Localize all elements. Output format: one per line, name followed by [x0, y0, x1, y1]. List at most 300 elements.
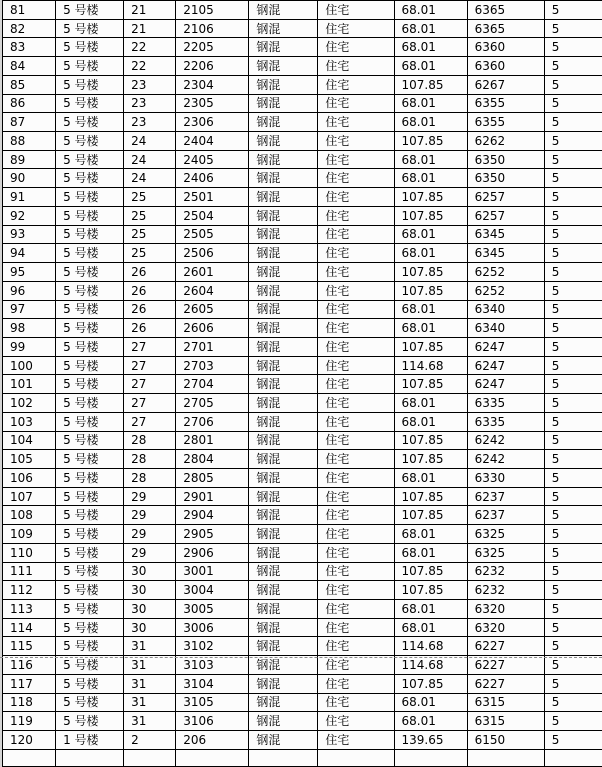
- cell-last[interactable]: 5: [544, 281, 602, 300]
- cell-area[interactable]: 68.01: [394, 113, 467, 132]
- cell-usage[interactable]: 住宅: [318, 637, 394, 656]
- cell-row-number[interactable]: 116: [3, 656, 56, 675]
- cell-building[interactable]: 5 号楼: [56, 263, 124, 282]
- cell-room-number[interactable]: 2304: [176, 75, 249, 94]
- cell-building[interactable]: 5 号楼: [56, 150, 124, 169]
- cell-row-number[interactable]: 101: [3, 375, 56, 394]
- cell-last[interactable]: 5: [544, 225, 602, 244]
- cell-row-number[interactable]: 100: [3, 356, 56, 375]
- cell-structure[interactable]: 钢混: [249, 618, 318, 637]
- cell-row-number[interactable]: 86: [3, 94, 56, 113]
- cell-price[interactable]: 6150: [467, 731, 544, 750]
- cell-last[interactable]: 5: [544, 674, 602, 693]
- cell-building[interactable]: 5 号楼: [56, 562, 124, 581]
- cell-row-number[interactable]: 120: [3, 731, 56, 750]
- cell-area[interactable]: 107.85: [394, 281, 467, 300]
- cell-usage[interactable]: 住宅: [318, 562, 394, 581]
- cell-floor[interactable]: 30: [124, 600, 176, 619]
- cell-building[interactable]: 5 号楼: [56, 487, 124, 506]
- cell-building[interactable]: 5 号楼: [56, 468, 124, 487]
- cell-area[interactable]: 68.01: [394, 94, 467, 113]
- cell-row-number[interactable]: 82: [3, 19, 56, 38]
- cell-room-number[interactable]: 2804: [176, 450, 249, 469]
- cell-area[interactable]: 107.85: [394, 506, 467, 525]
- cell-area[interactable]: 68.01: [394, 225, 467, 244]
- cell-area[interactable]: 107.85: [394, 562, 467, 581]
- cell-building[interactable]: 5 号楼: [56, 1, 124, 20]
- cell-price[interactable]: 6252: [467, 281, 544, 300]
- cell-area[interactable]: 107.85: [394, 431, 467, 450]
- cell-structure[interactable]: 钢混: [249, 412, 318, 431]
- cell-last[interactable]: 5: [544, 113, 602, 132]
- cell-usage[interactable]: 住宅: [318, 525, 394, 544]
- cell-structure[interactable]: 钢混: [249, 132, 318, 151]
- cell-last[interactable]: 5: [544, 132, 602, 151]
- cell-row-number[interactable]: [3, 749, 56, 766]
- cell-area[interactable]: 68.01: [394, 525, 467, 544]
- cell-area[interactable]: 68.01: [394, 712, 467, 731]
- cell-structure[interactable]: 钢混: [249, 581, 318, 600]
- cell-floor[interactable]: 28: [124, 431, 176, 450]
- cell-usage[interactable]: 住宅: [318, 506, 394, 525]
- cell-building[interactable]: 5 号楼: [56, 132, 124, 151]
- cell-floor[interactable]: 27: [124, 337, 176, 356]
- cell-usage[interactable]: 住宅: [318, 1, 394, 20]
- cell-row-number[interactable]: 91: [3, 188, 56, 207]
- cell-room-number[interactable]: 2703: [176, 356, 249, 375]
- cell-room-number[interactable]: 2706: [176, 412, 249, 431]
- cell-room-number[interactable]: 2605: [176, 300, 249, 319]
- cell-structure[interactable]: 钢混: [249, 281, 318, 300]
- cell-usage[interactable]: 住宅: [318, 450, 394, 469]
- cell-area[interactable]: 68.01: [394, 412, 467, 431]
- cell-area[interactable]: 68.01: [394, 300, 467, 319]
- cell-row-number[interactable]: 98: [3, 319, 56, 338]
- cell-area[interactable]: 107.85: [394, 206, 467, 225]
- cell-last[interactable]: 5: [544, 487, 602, 506]
- cell-building[interactable]: 5 号楼: [56, 319, 124, 338]
- cell-price[interactable]: 6365: [467, 19, 544, 38]
- cell-area[interactable]: 139.65: [394, 731, 467, 750]
- cell-building[interactable]: 5 号楼: [56, 431, 124, 450]
- cell-room-number[interactable]: 2901: [176, 487, 249, 506]
- cell-area[interactable]: 68.01: [394, 38, 467, 57]
- cell-floor[interactable]: 24: [124, 150, 176, 169]
- cell-room-number[interactable]: 2904: [176, 506, 249, 525]
- cell-building[interactable]: 5 号楼: [56, 600, 124, 619]
- cell-floor[interactable]: 23: [124, 113, 176, 132]
- cell-usage[interactable]: 住宅: [318, 113, 394, 132]
- cell-building[interactable]: 5 号楼: [56, 450, 124, 469]
- cell-room-number[interactable]: 2305: [176, 94, 249, 113]
- cell-building[interactable]: 5 号楼: [56, 525, 124, 544]
- cell-building[interactable]: 5 号楼: [56, 19, 124, 38]
- cell-usage[interactable]: 住宅: [318, 693, 394, 712]
- cell-usage[interactable]: 住宅: [318, 132, 394, 151]
- cell-row-number[interactable]: 95: [3, 263, 56, 282]
- cell-last[interactable]: 5: [544, 506, 602, 525]
- cell-usage[interactable]: 住宅: [318, 319, 394, 338]
- cell-area[interactable]: 68.01: [394, 150, 467, 169]
- cell-price[interactable]: 6340: [467, 319, 544, 338]
- cell-last[interactable]: 5: [544, 600, 602, 619]
- cell-structure[interactable]: 钢混: [249, 57, 318, 76]
- cell-last[interactable]: 5: [544, 19, 602, 38]
- cell-price[interactable]: 6247: [467, 337, 544, 356]
- cell-row-number[interactable]: 88: [3, 132, 56, 151]
- cell-floor[interactable]: 31: [124, 693, 176, 712]
- cell-structure[interactable]: 钢混: [249, 637, 318, 656]
- cell-usage[interactable]: 住宅: [318, 263, 394, 282]
- cell-last[interactable]: 5: [544, 38, 602, 57]
- cell-row-number[interactable]: 87: [3, 113, 56, 132]
- cell-room-number[interactable]: 2105: [176, 1, 249, 20]
- cell-building[interactable]: 5 号楼: [56, 94, 124, 113]
- cell-structure[interactable]: 钢混: [249, 562, 318, 581]
- cell-area[interactable]: 107.85: [394, 674, 467, 693]
- cell-room-number[interactable]: 3102: [176, 637, 249, 656]
- cell-last[interactable]: 5: [544, 94, 602, 113]
- cell-building[interactable]: 5 号楼: [56, 188, 124, 207]
- cell-building[interactable]: 5 号楼: [56, 712, 124, 731]
- cell-floor[interactable]: 31: [124, 674, 176, 693]
- cell-building[interactable]: 5 号楼: [56, 300, 124, 319]
- cell-price[interactable]: 6345: [467, 225, 544, 244]
- cell-room-number[interactable]: 3105: [176, 693, 249, 712]
- cell-price[interactable]: 6262: [467, 132, 544, 151]
- cell-building[interactable]: 5 号楼: [56, 543, 124, 562]
- cell-last[interactable]: 5: [544, 618, 602, 637]
- cell-structure[interactable]: 钢混: [249, 356, 318, 375]
- cell-floor[interactable]: 30: [124, 562, 176, 581]
- cell-area[interactable]: 68.01: [394, 543, 467, 562]
- cell-area[interactable]: 107.85: [394, 581, 467, 600]
- cell-building[interactable]: 5 号楼: [56, 637, 124, 656]
- cell-price[interactable]: 6227: [467, 637, 544, 656]
- cell-building[interactable]: 5 号楼: [56, 281, 124, 300]
- cell-row-number[interactable]: 97: [3, 300, 56, 319]
- cell-price[interactable]: 6325: [467, 525, 544, 544]
- cell-last[interactable]: 5: [544, 637, 602, 656]
- cell-floor[interactable]: [124, 749, 176, 766]
- cell-row-number[interactable]: 111: [3, 562, 56, 581]
- cell-area[interactable]: 107.85: [394, 132, 467, 151]
- cell-structure[interactable]: 钢混: [249, 731, 318, 750]
- cell-price[interactable]: 6315: [467, 712, 544, 731]
- cell-floor[interactable]: 31: [124, 656, 176, 675]
- cell-last[interactable]: 5: [544, 581, 602, 600]
- cell-room-number[interactable]: 3103: [176, 656, 249, 675]
- cell-room-number[interactable]: 3106: [176, 712, 249, 731]
- cell-row-number[interactable]: 96: [3, 281, 56, 300]
- cell-floor[interactable]: 26: [124, 319, 176, 338]
- cell-last[interactable]: 5: [544, 263, 602, 282]
- cell-usage[interactable]: 住宅: [318, 206, 394, 225]
- cell-building[interactable]: 5 号楼: [56, 206, 124, 225]
- cell-floor[interactable]: 29: [124, 543, 176, 562]
- cell-price[interactable]: 6242: [467, 431, 544, 450]
- cell-structure[interactable]: 钢混: [249, 319, 318, 338]
- cell-usage[interactable]: 住宅: [318, 712, 394, 731]
- cell-area[interactable]: 114.68: [394, 356, 467, 375]
- cell-floor[interactable]: 29: [124, 487, 176, 506]
- cell-last[interactable]: 5: [544, 337, 602, 356]
- cell-area[interactable]: 107.85: [394, 188, 467, 207]
- cell-usage[interactable]: 住宅: [318, 656, 394, 675]
- cell-usage[interactable]: 住宅: [318, 38, 394, 57]
- cell-building[interactable]: 5 号楼: [56, 375, 124, 394]
- cell-floor[interactable]: 26: [124, 281, 176, 300]
- cell-area[interactable]: 107.85: [394, 75, 467, 94]
- cell-last[interactable]: 5: [544, 206, 602, 225]
- cell-room-number[interactable]: 2106: [176, 19, 249, 38]
- cell-structure[interactable]: 钢混: [249, 113, 318, 132]
- cell-row-number[interactable]: 114: [3, 618, 56, 637]
- cell-price[interactable]: 6315: [467, 693, 544, 712]
- cell-last[interactable]: 5: [544, 188, 602, 207]
- cell-structure[interactable]: 钢混: [249, 431, 318, 450]
- cell-usage[interactable]: 住宅: [318, 731, 394, 750]
- cell-floor[interactable]: 29: [124, 525, 176, 544]
- cell-area[interactable]: 107.85: [394, 263, 467, 282]
- cell-floor[interactable]: 21: [124, 19, 176, 38]
- cell-usage[interactable]: 住宅: [318, 150, 394, 169]
- cell-price[interactable]: 6335: [467, 412, 544, 431]
- cell-row-number[interactable]: 85: [3, 75, 56, 94]
- cell-usage[interactable]: 住宅: [318, 19, 394, 38]
- cell-building[interactable]: 1 号楼: [56, 731, 124, 750]
- cell-price[interactable]: 6355: [467, 113, 544, 132]
- cell-usage[interactable]: 住宅: [318, 57, 394, 76]
- cell-area[interactable]: 107.85: [394, 450, 467, 469]
- cell-floor[interactable]: 28: [124, 468, 176, 487]
- cell-floor[interactable]: 21: [124, 1, 176, 20]
- cell-room-number[interactable]: 2601: [176, 263, 249, 282]
- cell-floor[interactable]: 25: [124, 188, 176, 207]
- cell-structure[interactable]: 钢混: [249, 225, 318, 244]
- cell-area[interactable]: 68.01: [394, 693, 467, 712]
- cell-building[interactable]: 5 号楼: [56, 113, 124, 132]
- cell-building[interactable]: 5 号楼: [56, 656, 124, 675]
- cell-row-number[interactable]: 99: [3, 337, 56, 356]
- cell-room-number[interactable]: 2805: [176, 468, 249, 487]
- cell-structure[interactable]: 钢混: [249, 244, 318, 263]
- cell-room-number[interactable]: 2506: [176, 244, 249, 263]
- cell-price[interactable]: 6355: [467, 94, 544, 113]
- cell-floor[interactable]: 26: [124, 300, 176, 319]
- cell-area[interactable]: 68.01: [394, 19, 467, 38]
- cell-last[interactable]: 5: [544, 412, 602, 431]
- cell-price[interactable]: 6350: [467, 150, 544, 169]
- cell-structure[interactable]: 钢混: [249, 188, 318, 207]
- cell-floor[interactable]: 27: [124, 356, 176, 375]
- cell-area[interactable]: 107.85: [394, 375, 467, 394]
- cell-building[interactable]: 5 号楼: [56, 394, 124, 413]
- cell-row-number[interactable]: 105: [3, 450, 56, 469]
- cell-room-number[interactable]: 2306: [176, 113, 249, 132]
- cell-area[interactable]: 68.01: [394, 319, 467, 338]
- cell-price[interactable]: 6325: [467, 543, 544, 562]
- cell-usage[interactable]: 住宅: [318, 281, 394, 300]
- cell-price[interactable]: 6360: [467, 38, 544, 57]
- cell-row-number[interactable]: 103: [3, 412, 56, 431]
- cell-building[interactable]: 5 号楼: [56, 412, 124, 431]
- cell-row-number[interactable]: 102: [3, 394, 56, 413]
- cell-building[interactable]: 5 号楼: [56, 581, 124, 600]
- cell-price[interactable]: [467, 749, 544, 766]
- cell-structure[interactable]: 钢混: [249, 19, 318, 38]
- cell-area[interactable]: [394, 749, 467, 766]
- cell-area[interactable]: 107.85: [394, 337, 467, 356]
- cell-usage[interactable]: 住宅: [318, 600, 394, 619]
- cell-usage[interactable]: 住宅: [318, 431, 394, 450]
- cell-last[interactable]: 5: [544, 394, 602, 413]
- cell-floor[interactable]: 25: [124, 244, 176, 263]
- cell-area[interactable]: 114.68: [394, 637, 467, 656]
- cell-floor[interactable]: 25: [124, 225, 176, 244]
- cell-room-number[interactable]: 3006: [176, 618, 249, 637]
- cell-room-number[interactable]: [176, 749, 249, 766]
- cell-row-number[interactable]: 109: [3, 525, 56, 544]
- cell-usage[interactable]: 住宅: [318, 244, 394, 263]
- cell-row-number[interactable]: 81: [3, 1, 56, 20]
- cell-area[interactable]: 68.01: [394, 169, 467, 188]
- cell-usage[interactable]: 住宅: [318, 225, 394, 244]
- cell-usage[interactable]: 住宅: [318, 394, 394, 413]
- cell-room-number[interactable]: 2405: [176, 150, 249, 169]
- cell-structure[interactable]: 钢混: [249, 674, 318, 693]
- cell-structure[interactable]: 钢混: [249, 1, 318, 20]
- cell-price[interactable]: 6252: [467, 263, 544, 282]
- cell-usage[interactable]: 住宅: [318, 581, 394, 600]
- cell-last[interactable]: 5: [544, 656, 602, 675]
- cell-row-number[interactable]: 115: [3, 637, 56, 656]
- cell-row-number[interactable]: 119: [3, 712, 56, 731]
- cell-price[interactable]: 6360: [467, 57, 544, 76]
- cell-building[interactable]: 5 号楼: [56, 75, 124, 94]
- cell-room-number[interactable]: 2504: [176, 206, 249, 225]
- cell-building[interactable]: [56, 749, 124, 766]
- cell-structure[interactable]: 钢混: [249, 712, 318, 731]
- cell-building[interactable]: 5 号楼: [56, 57, 124, 76]
- cell-usage[interactable]: 住宅: [318, 75, 394, 94]
- cell-room-number[interactable]: 2404: [176, 132, 249, 151]
- cell-usage[interactable]: 住宅: [318, 487, 394, 506]
- cell-price[interactable]: 6365: [467, 1, 544, 20]
- cell-building[interactable]: 5 号楼: [56, 506, 124, 525]
- cell-room-number[interactable]: 206: [176, 731, 249, 750]
- cell-row-number[interactable]: 104: [3, 431, 56, 450]
- cell-floor[interactable]: 28: [124, 450, 176, 469]
- cell-usage[interactable]: 住宅: [318, 468, 394, 487]
- cell-room-number[interactable]: 2704: [176, 375, 249, 394]
- cell-last[interactable]: 5: [544, 150, 602, 169]
- cell-last[interactable]: 5: [544, 375, 602, 394]
- cell-area[interactable]: 68.01: [394, 1, 467, 20]
- cell-usage[interactable]: 住宅: [318, 375, 394, 394]
- cell-price[interactable]: 6232: [467, 581, 544, 600]
- cell-structure[interactable]: 钢混: [249, 656, 318, 675]
- cell-usage[interactable]: 住宅: [318, 94, 394, 113]
- cell-area[interactable]: 68.01: [394, 244, 467, 263]
- cell-room-number[interactable]: 3005: [176, 600, 249, 619]
- cell-row-number[interactable]: 83: [3, 38, 56, 57]
- cell-room-number[interactable]: 2701: [176, 337, 249, 356]
- cell-area[interactable]: 68.01: [394, 57, 467, 76]
- cell-price[interactable]: 6232: [467, 562, 544, 581]
- cell-last[interactable]: 5: [544, 356, 602, 375]
- cell-last[interactable]: 5: [544, 169, 602, 188]
- cell-structure[interactable]: 钢混: [249, 38, 318, 57]
- cell-building[interactable]: 5 号楼: [56, 337, 124, 356]
- cell-room-number[interactable]: 2501: [176, 188, 249, 207]
- cell-structure[interactable]: [249, 749, 318, 766]
- cell-structure[interactable]: 钢混: [249, 468, 318, 487]
- cell-usage[interactable]: 住宅: [318, 188, 394, 207]
- cell-room-number[interactable]: 2905: [176, 525, 249, 544]
- cell-structure[interactable]: 钢混: [249, 337, 318, 356]
- cell-floor[interactable]: 23: [124, 94, 176, 113]
- cell-floor[interactable]: 23: [124, 75, 176, 94]
- cell-price[interactable]: 6345: [467, 244, 544, 263]
- cell-last[interactable]: 5: [544, 75, 602, 94]
- cell-room-number[interactable]: 2906: [176, 543, 249, 562]
- cell-floor[interactable]: 22: [124, 57, 176, 76]
- cell-building[interactable]: 5 号楼: [56, 225, 124, 244]
- cell-usage[interactable]: 住宅: [318, 618, 394, 637]
- cell-floor[interactable]: 30: [124, 618, 176, 637]
- cell-price[interactable]: 6340: [467, 300, 544, 319]
- cell-row-number[interactable]: 92: [3, 206, 56, 225]
- cell-usage[interactable]: 住宅: [318, 412, 394, 431]
- cell-floor[interactable]: 27: [124, 394, 176, 413]
- cell-area[interactable]: 107.85: [394, 487, 467, 506]
- cell-price[interactable]: 6237: [467, 506, 544, 525]
- cell-building[interactable]: 5 号楼: [56, 693, 124, 712]
- cell-price[interactable]: 6242: [467, 450, 544, 469]
- cell-row-number[interactable]: 90: [3, 169, 56, 188]
- cell-structure[interactable]: 钢混: [249, 525, 318, 544]
- cell-floor[interactable]: 30: [124, 581, 176, 600]
- cell-room-number[interactable]: 2604: [176, 281, 249, 300]
- cell-structure[interactable]: 钢混: [249, 169, 318, 188]
- cell-last[interactable]: 5: [544, 731, 602, 750]
- cell-floor[interactable]: 2: [124, 731, 176, 750]
- cell-area[interactable]: 68.01: [394, 468, 467, 487]
- cell-last[interactable]: 5: [544, 319, 602, 338]
- cell-area[interactable]: 68.01: [394, 618, 467, 637]
- cell-structure[interactable]: 钢混: [249, 693, 318, 712]
- cell-building[interactable]: 5 号楼: [56, 38, 124, 57]
- cell-row-number[interactable]: 118: [3, 693, 56, 712]
- cell-row-number[interactable]: 106: [3, 468, 56, 487]
- cell-building[interactable]: 5 号楼: [56, 356, 124, 375]
- cell-floor[interactable]: 31: [124, 637, 176, 656]
- cell-building[interactable]: 5 号楼: [56, 618, 124, 637]
- cell-building[interactable]: 5 号楼: [56, 169, 124, 188]
- cell-area[interactable]: 114.68: [394, 656, 467, 675]
- cell-last[interactable]: 5: [544, 712, 602, 731]
- cell-area[interactable]: 68.01: [394, 600, 467, 619]
- cell-structure[interactable]: 钢混: [249, 263, 318, 282]
- cell-price[interactable]: 6227: [467, 656, 544, 675]
- cell-last[interactable]: 5: [544, 468, 602, 487]
- cell-room-number[interactable]: 2606: [176, 319, 249, 338]
- cell-usage[interactable]: [318, 749, 394, 766]
- cell-row-number[interactable]: 113: [3, 600, 56, 619]
- cell-price[interactable]: 6247: [467, 356, 544, 375]
- cell-row-number[interactable]: 93: [3, 225, 56, 244]
